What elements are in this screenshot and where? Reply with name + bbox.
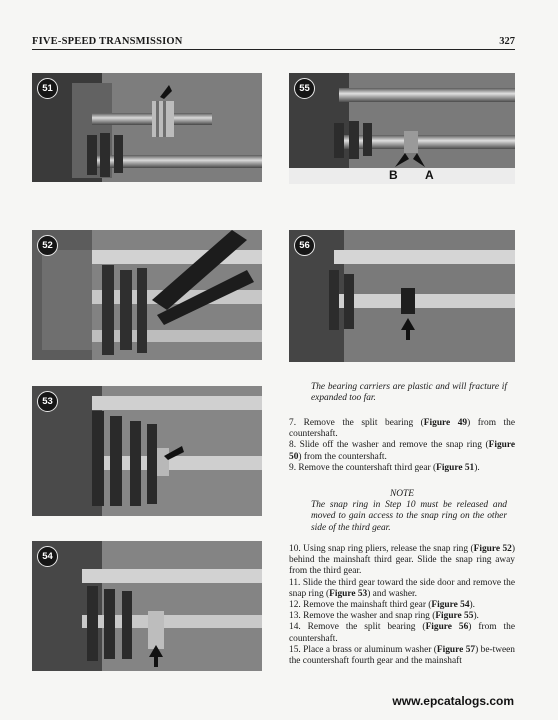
- figure-52-photo: [32, 230, 262, 360]
- footer-url: www.epcatalogs.com: [392, 694, 514, 708]
- figure-51-photo: [32, 73, 262, 182]
- figure-53-photo: [32, 386, 262, 516]
- caution-note: The bearing carriers are plastic and will fracture if expanded too far.: [311, 382, 507, 404]
- step-11: 11. Slide the third gear toward the side door and remove the snap ring (Figure 53) and washer.: [289, 577, 515, 599]
- step-7: 7. Remove the split bearing (Figure 49) from the countershaft.: [289, 418, 515, 440]
- caution-block: [289, 382, 515, 404]
- figure-54-photo: [32, 541, 262, 671]
- header-rule: [32, 49, 515, 50]
- figure-56-photo: [289, 230, 515, 362]
- step-14: 14. Remove the split bearing (Figure 56) from the countershaft.: [289, 622, 515, 644]
- figure-53-image: [32, 386, 262, 516]
- step-15: 15. Place a brass or aluminum washer (Figure 57) be-tween the countershaft fourth gear and the mainshaft: [289, 644, 515, 667]
- figure-52-badge: 52: [37, 235, 58, 256]
- step-9: 9. Remove the countershaft third gear (Figure 51).: [289, 462, 480, 473]
- figure-53-badge: 53: [37, 391, 58, 412]
- figure-54-image: [32, 541, 262, 671]
- figure-55-badge: 55: [294, 78, 315, 99]
- note-heading: NOTE: [390, 489, 414, 499]
- figure-51-image: [32, 73, 262, 182]
- figure-52-image: [32, 230, 262, 360]
- page-header: [32, 36, 515, 50]
- figure-55-callout-b: B: [389, 168, 398, 182]
- step-8: 8. Slide off the washer and remove the snap ring (Figure 50) from the countershaft.: [289, 440, 515, 462]
- page-number: 327: [499, 36, 515, 47]
- step-13: 13. Remove the washer and snap ring (Figure 55).: [289, 611, 479, 622]
- figure-56-badge: 56: [294, 235, 315, 256]
- figure-55-image: [289, 73, 515, 184]
- figure-55-callout-a: A: [425, 168, 434, 182]
- figure-54-badge: 54: [37, 546, 58, 567]
- step-12: 12. Remove the mainshaft third gear (Figure 54).: [289, 600, 475, 611]
- note-block: [289, 489, 515, 534]
- figure-55-photo: [289, 73, 515, 184]
- figure-51-badge: 51: [37, 78, 58, 99]
- section-title: FIVE-SPEED TRANSMISSION: [32, 36, 183, 47]
- note-body: The snap ring in Step 10 must be released and moved to gain access to the snap ring on the other side of the third gear.: [311, 500, 507, 533]
- figure-56-image: [289, 230, 515, 362]
- steps-block-b: [289, 544, 515, 667]
- step-10: 10. Using snap ring pliers, release the snap ring (Figure 52) behind the mainshaft third gear. Slide the snap ring away from the third gear.: [289, 544, 515, 577]
- steps-block-a: [289, 418, 515, 474]
